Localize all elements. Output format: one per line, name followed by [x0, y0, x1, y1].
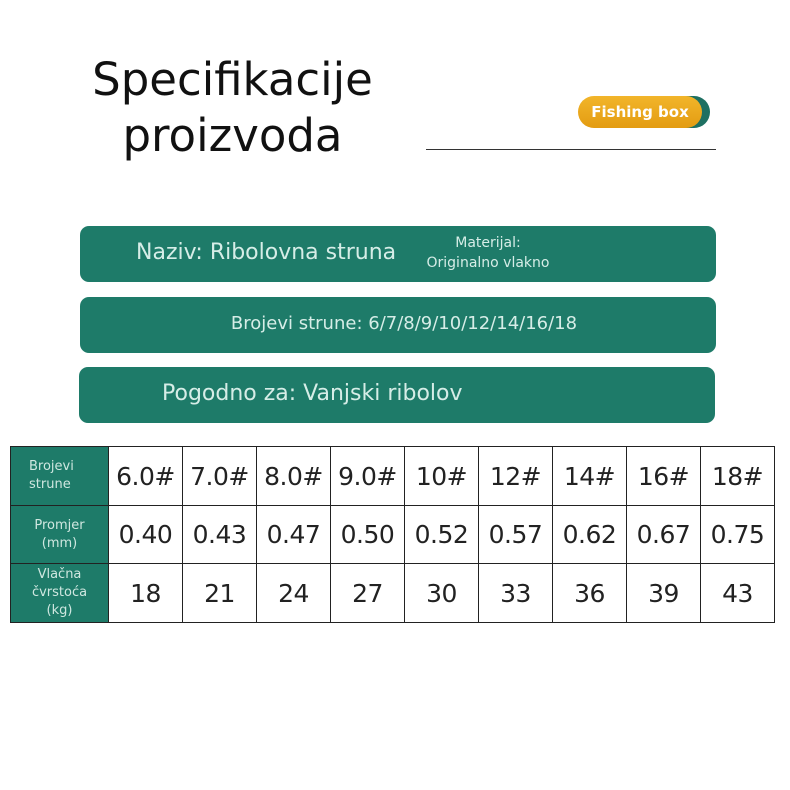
- brand-badge: [578, 96, 710, 128]
- row-header-line: Vlačna: [37, 567, 82, 582]
- info-bar-name: [80, 226, 716, 282]
- brand-badge-label: Fishing box: [578, 96, 702, 128]
- material: [418, 233, 558, 273]
- table-cell: 0.67: [627, 506, 701, 564]
- table-cell: 0.43: [183, 506, 257, 564]
- table-row: [11, 506, 775, 564]
- info-bar-suitable: [79, 367, 715, 423]
- table-cell: 21: [183, 564, 257, 623]
- row-header: [11, 506, 109, 564]
- table-cell: 24: [257, 564, 331, 623]
- table-cell: 27: [331, 564, 405, 623]
- table-cell: 43: [701, 564, 775, 623]
- page-title-line-1: Specifikacije: [92, 53, 373, 106]
- row-header: [11, 447, 109, 506]
- table-cell: 36: [553, 564, 627, 623]
- table-cell: 8.0#: [257, 447, 331, 506]
- material-label: Materijal:: [455, 235, 521, 251]
- row-header: [11, 564, 109, 623]
- table-cell: 9.0#: [331, 447, 405, 506]
- table-row: [11, 447, 775, 506]
- row-header-line: Promjer: [34, 517, 85, 533]
- row-header-line: (kg): [46, 603, 73, 618]
- title-divider: [426, 149, 716, 150]
- spec-table: [10, 446, 775, 623]
- table-cell: 30: [405, 564, 479, 623]
- table-cell: 7.0#: [183, 447, 257, 506]
- page-title: [60, 52, 405, 164]
- table-cell: 0.47: [257, 506, 331, 564]
- table-cell: 39: [627, 564, 701, 623]
- table-cell: 18: [109, 564, 183, 623]
- page-title-line-2: proizvoda: [122, 109, 343, 162]
- table-cell: 0.75: [701, 506, 775, 564]
- material-value: Originalno vlakno: [426, 255, 550, 271]
- table-cell: 0.52: [405, 506, 479, 564]
- table-cell: 0.50: [331, 506, 405, 564]
- row-header-line: strune: [29, 477, 71, 492]
- table-cell: 18#: [701, 447, 775, 506]
- table-row: [11, 564, 775, 623]
- line-numbers: Brojevi strune: 6/7/8/9/10/12/14/16/18: [230, 313, 578, 334]
- product-name: Naziv: Ribolovna struna: [136, 240, 397, 265]
- row-header-line: čvrstoća: [31, 585, 88, 600]
- row-header-line: (mm): [41, 535, 78, 551]
- row-header-line: Brojevi: [29, 459, 74, 474]
- info-bar-numbers: [80, 297, 716, 353]
- suitable-for: Pogodno za: Vanjski ribolov: [162, 381, 463, 406]
- table-cell: 33: [479, 564, 553, 623]
- table-cell: 16#: [627, 447, 701, 506]
- table-cell: 6.0#: [109, 447, 183, 506]
- table-cell: 14#: [553, 447, 627, 506]
- table-cell: 10#: [405, 447, 479, 506]
- table-cell: 0.40: [109, 506, 183, 564]
- table-cell: 0.57: [479, 506, 553, 564]
- table-cell: 12#: [479, 447, 553, 506]
- table-cell: 0.62: [553, 506, 627, 564]
